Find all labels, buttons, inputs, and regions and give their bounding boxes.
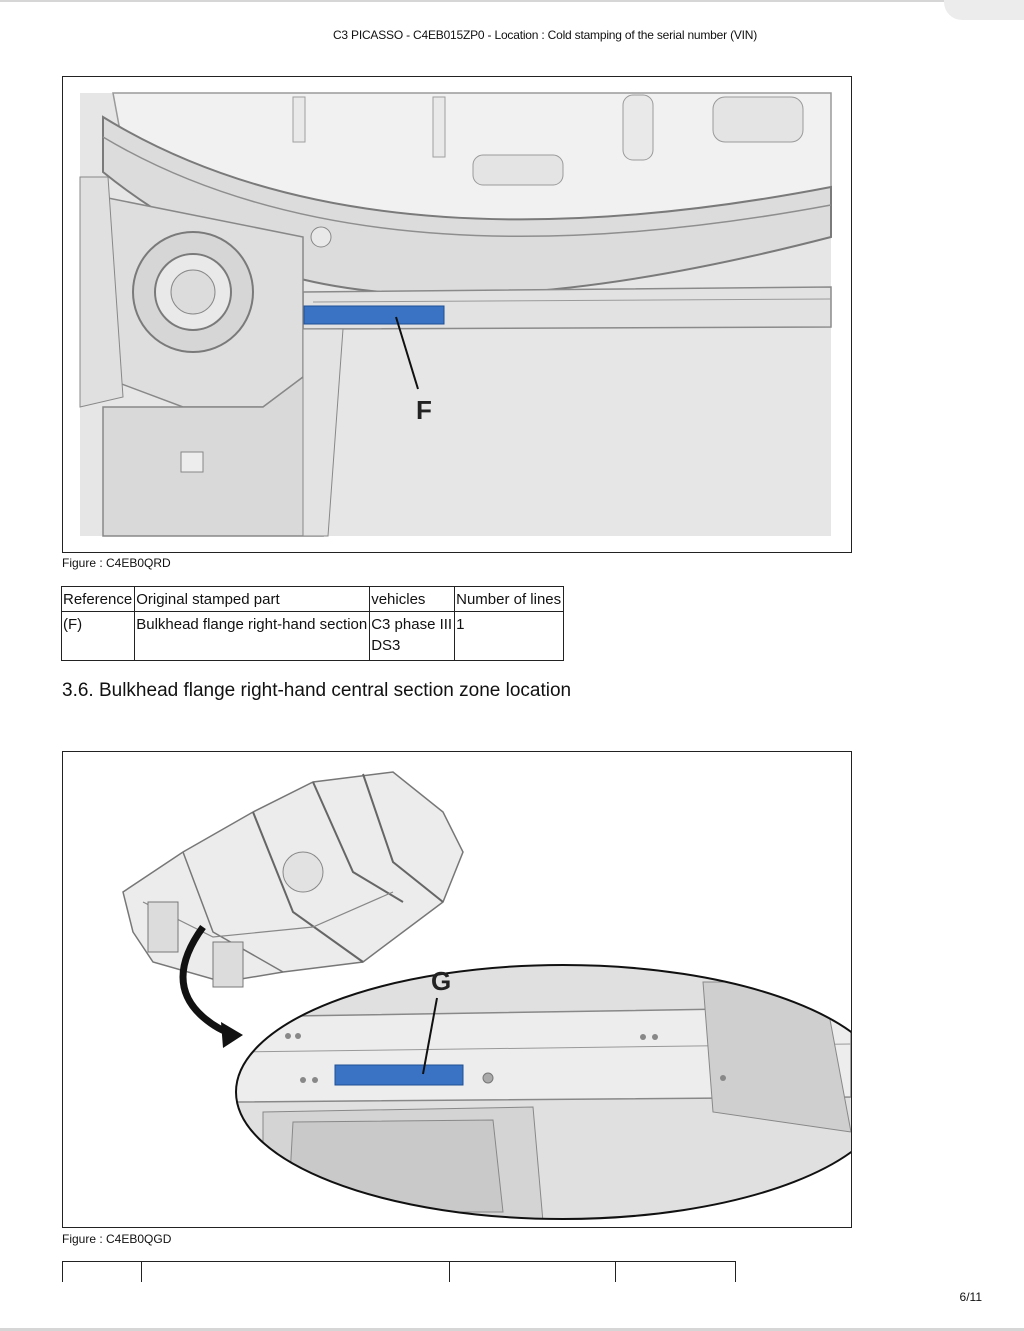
figure-caption: Figure : C4EB0QGD — [62, 1232, 172, 1246]
lines-cell: 1 — [455, 612, 564, 661]
column-header: Reference — [62, 587, 135, 612]
vehicles-cell — [370, 612, 455, 661]
column-header: Original stamped part — [135, 587, 370, 612]
bulkhead-flange-illustration — [63, 77, 851, 552]
table-divider — [615, 1262, 616, 1282]
table-header-row — [62, 587, 564, 612]
part-cell: Bulkhead flange right-hand section — [135, 612, 370, 661]
column-header: Number of lines — [455, 587, 564, 612]
section-heading: 3.6. Bulkhead flange right-hand central section zone location — [62, 680, 572, 701]
vehicle-line: C3 phase III — [371, 616, 453, 633]
page-number: 6/11 — [959, 1290, 982, 1304]
top-border — [0, 0, 1024, 2]
figure-c4eb0qgd — [62, 751, 852, 1228]
table-row — [62, 612, 564, 661]
callout-f: F — [416, 395, 432, 425]
table-divider — [735, 1262, 736, 1282]
page-header: C3 PICASSO - C4EB015ZP0 - Location : Cold stamping of the serial number (VIN) — [332, 28, 758, 42]
table-divider — [141, 1262, 142, 1282]
reference-table — [61, 586, 564, 661]
figure-c4eb0qrd — [62, 76, 852, 553]
table-divider — [449, 1262, 450, 1282]
corner-tab — [944, 0, 1024, 20]
partial-table — [62, 1261, 736, 1282]
column-header: vehicles — [370, 587, 455, 612]
callout-g: G — [431, 966, 452, 996]
reference-cell: (F) — [62, 612, 135, 661]
vehicle-line: DS3 — [371, 637, 401, 654]
figure-caption: Figure : C4EB0QRD — [62, 556, 171, 570]
table-divider — [62, 1262, 63, 1282]
body-in-white-illustration — [63, 752, 851, 1227]
